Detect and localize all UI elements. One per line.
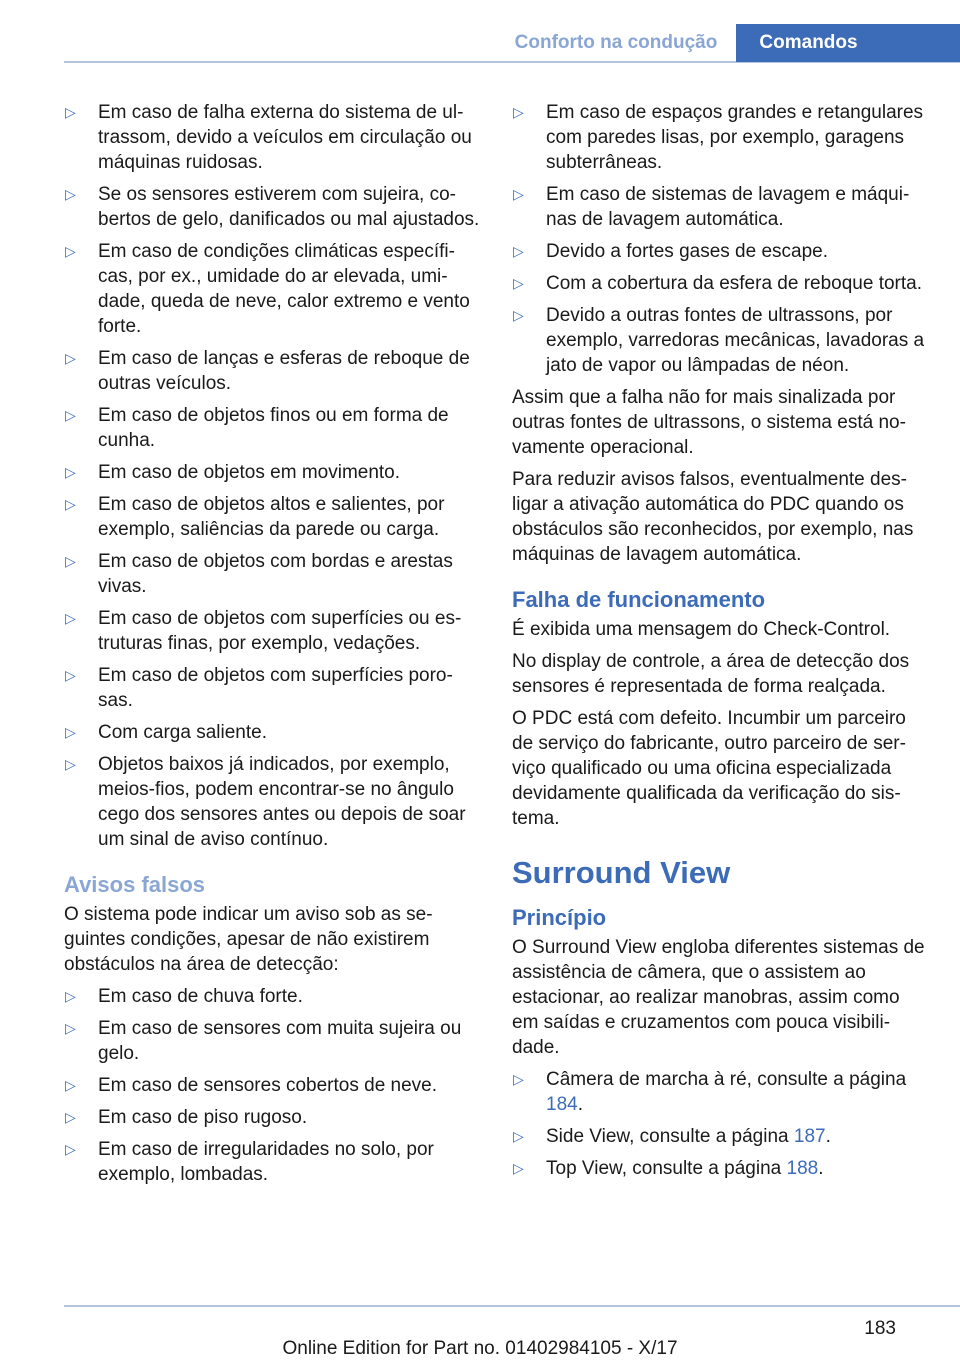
triangle-bullet-icon: ▷ (513, 275, 524, 291)
list-item: ▷ Em caso de irregularidades no solo, por exemplo, lombadas. (65, 1139, 434, 1185)
list-item: ▷ Em caso de condições climáticas específicas, por ex., umidade do ar elevada, umidade, queda de neve, calor extremo e vento forte. (65, 241, 470, 337)
triangle-bullet-icon: ▷ (65, 104, 76, 120)
triangle-bullet-icon: ▷ (65, 1020, 76, 1036)
list-item: ▷ Em caso de objetos finos ou em forma de cunha. (65, 405, 449, 451)
left-column (64, 100, 480, 1194)
triangle-bullet-icon: ▷ (65, 667, 76, 683)
triangle-bullet-icon: ▷ (65, 553, 76, 569)
triangle-bullet-icon: ▷ (513, 243, 524, 259)
section-title-surround-view: Surround View (512, 855, 731, 890)
triangle-bullet-icon: ▷ (65, 464, 76, 480)
list-item: ▷ Se os sensores estiverem com sujeira, cobertos de gelo, danificados ou mal ajustados. (65, 184, 480, 230)
paragraph-avisos-pdc: Para reduzir avisos falsos, eventualmente desligar a ativação automática do PDC quando os obstáculos são reconhecidos, por exemplo, nas máquinas de lavagem automática. (512, 469, 914, 565)
tab-comandos[interactable]: Comandos (736, 24, 881, 62)
triangle-bullet-icon: ▷ (65, 243, 76, 259)
list-item: ▷ Em caso de chuva forte. (65, 986, 303, 1007)
list-item: ▷ Em caso de piso rugoso. (65, 1107, 308, 1128)
triangle-bullet-icon: ▷ (513, 307, 524, 323)
tab-conforto-na-conducao[interactable]: Conforto na condução (514, 32, 718, 53)
list-item: ▷ Em caso de objetos com superfícies porosas. (65, 665, 453, 711)
heading-falha-de-funcionamento: Falha de funcionamento (512, 587, 766, 612)
list-item: ▷ Em caso de objetos em movimento. (65, 462, 401, 483)
triangle-bullet-icon: ▷ (513, 1071, 524, 1087)
paragraph-check-control: É exibida uma mensagem do Check-Control. (512, 619, 891, 640)
list-item: ▷ Em caso de objetos altos e salientes, por exemplo, saliências da parede ou carga. (65, 494, 445, 540)
list-item: ▷ Em caso de sensores cobertos de neve. (65, 1075, 438, 1096)
list-item: ▷ Em caso de objetos com superfícies ou estruturas finas, por exemplo, vedações. (65, 608, 462, 654)
list-item: ▷ Com carga saliente. (65, 722, 267, 743)
paragraph-principio: O Surround View engloba diferentes sistemas de assistência de câmera, que o assistem ao estacionar, ao realizar manobras, assim como em saídas e cruzamentos com pouca visibilidade. (512, 937, 925, 1058)
paragraph-ultrassons: Assim que a falha não for mais sinalizada por outras fontes de ultrassons, o sistema está novamente operacional. (512, 387, 906, 458)
triangle-bullet-icon: ▷ (65, 496, 76, 512)
triangle-bullet-icon: ▷ (65, 1141, 76, 1157)
right-bullet-list-1 (512, 100, 928, 378)
triangle-bullet-icon: ▷ (65, 186, 76, 202)
triangle-bullet-icon: ▷ (65, 610, 76, 626)
triangle-bullet-icon: ▷ (65, 1109, 76, 1125)
list-item: ▷ Top View, consulte a página 188. (513, 1158, 824, 1179)
list-item: ▷ Devido a outras fontes de ultrassons, por exemplo, varredoras mecânicas, lavadoras a jato de vapor ou lâmpadas de néon. (513, 305, 925, 376)
list-item: ▷ Em caso de falha externa do sistema de ultrassom, devido a veículos em circulação ou máquinas ruidosas. (65, 102, 472, 173)
list-item: ▷ Em caso de objetos com bordas e arestas vivas. (65, 551, 453, 597)
triangle-bullet-icon: ▷ (65, 407, 76, 423)
triangle-bullet-icon: ▷ (513, 104, 524, 120)
triangle-bullet-icon: ▷ (65, 724, 76, 740)
paragraph-display: No display de controle, a área de detecção dos sensores é representada de forma realçada. (512, 651, 910, 697)
list-item: ▷ Side View, consulte a página 187. (513, 1126, 831, 1147)
list-item: ▷ Com a cobertura da esfera de reboque torta. (513, 273, 923, 294)
page-link-188[interactable]: 188 (786, 1158, 819, 1179)
triangle-bullet-icon: ▷ (513, 1128, 524, 1144)
list-item: ▷ Devido a fortes gases de escape. (513, 241, 829, 262)
list-item: ▷ Em caso de sistemas de lavagem e máquinas de lavagem automática. (513, 184, 910, 230)
right-column (512, 100, 928, 1188)
left-bullet-list-1 (64, 100, 480, 852)
triangle-bullet-icon: ▷ (65, 988, 76, 1004)
footer-edition: Online Edition for Part no. 01402984105 - X/17 (282, 1338, 678, 1359)
list-item: ▷ Em caso de espaços grandes e retangulares com paredes lisas, por exemplo, garagens subterrâneas. (513, 102, 924, 173)
page-link-184[interactable]: 184 (546, 1094, 578, 1115)
left-bullet-list-2 (64, 984, 480, 1187)
right-reference-list (512, 1067, 928, 1181)
triangle-bullet-icon: ▷ (513, 186, 524, 202)
triangle-bullet-icon: ▷ (65, 350, 76, 366)
avisos-falsos-intro: O sistema pode indicar um aviso sob as seguintes condições, apesar de não existirem obstáculos na área de detecção: (64, 904, 433, 975)
paragraph-pdc-defeito: O PDC está com defeito. Incumbir um parceiro de serviço do fabricante, outro parceiro de serviço qualificado ou uma oficina especializada devidamente qualificada da verificação do sistema. (512, 708, 906, 829)
list-item: ▷ Câmera de marcha à ré, consulte a página 184. (513, 1069, 907, 1115)
triangle-bullet-icon: ▷ (65, 756, 76, 772)
page-link-187[interactable]: 187 (793, 1126, 826, 1147)
tab-active-extension (881, 24, 960, 62)
triangle-bullet-icon: ▷ (513, 1160, 524, 1176)
list-item: ▷ Objetos baixos já indicados, por exemplo, meios-fios, podem encontrar-se no ângulo cego dos sensores antes ou depois de soar um sinal de aviso contínuo. (65, 754, 466, 850)
heading-principio: Princípio (512, 905, 607, 930)
list-item: ▷ Em caso de sensores com muita sujeira ou gelo. (65, 1018, 462, 1064)
triangle-bullet-icon: ▷ (65, 1077, 76, 1093)
footer-rule (64, 1305, 960, 1307)
list-item: ▷ Em caso de lanças e esferas de reboque de outras veículos. (65, 348, 470, 394)
heading-avisos-falsos: Avisos falsos (64, 872, 206, 897)
page-number: 183 (864, 1318, 896, 1339)
